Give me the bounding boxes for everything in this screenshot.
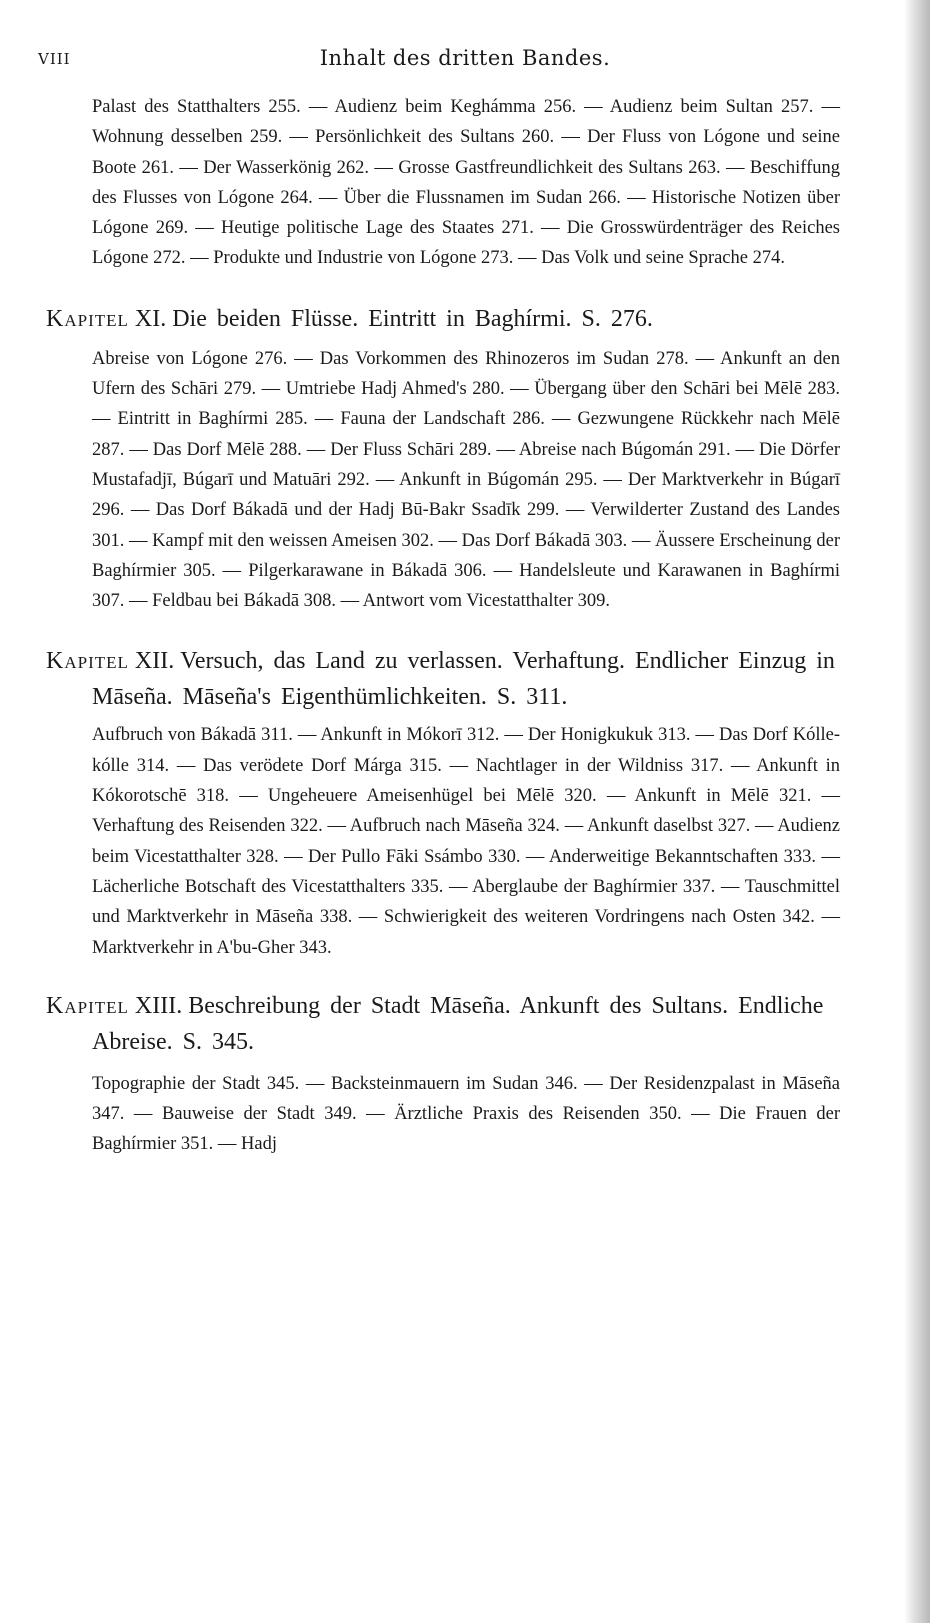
page-number: VIII — [38, 50, 71, 68]
page-edge-shadow — [904, 0, 930, 1623]
chapter-summary: Palast des Statthalters 255. — Audienz beim Keghámma 256. — Audienz beim Sultan 257. — Wohnung desselben 259. — Persönlichkeit des Sultans 260. — Der Fluss von Lógone und seine Boote 261. — Der Wasserkönig 262. — Grosse Gastfreundlichkeit des Sultans 263. — Beschiffung des Flusses von Lógone 264. — Über die Flussnamen im Sudan 266. — Historische Notizen über Lógone 269. — Heutige politische Lage des Staates 271. — Die Grosswürdenträger des Reiches Lógone 272. — Produkte und Industrie von Lógone 273. — Das Volk und seine Sprache 274. — [92, 97, 840, 269]
chapter-label: KAPITEL — [46, 648, 129, 675]
chapter-continuation — [92, 92, 840, 274]
chapter-heading — [46, 989, 840, 1059]
chapter-12 — [46, 644, 840, 962]
chapter-title: Versuch, das Land zu verlassen. Verhaftung. Endlicher Einzug in Māseña. Māseña's Eigenthümlichkeiten. S. 311. — [92, 648, 835, 711]
chapter-summary: Topographie der Stadt 345. — Backsteinmauern im Sudan 346. — Der Residenzpalast in Māseña 347. — Bauweise der Stadt 349. — Ärztliche Praxis des Reisenden 350. — Die Frauen der Baghírmier 351. — Hadj — [92, 1073, 840, 1155]
running-title: Inhalt des dritten Bandes. — [319, 46, 611, 70]
chapter-heading — [46, 302, 840, 338]
chapter-summary: Abreise von Lógone 276. — Das Vorkommen des Rhinozeros im Sudan 278. — Ankunft an den Ufern des Schāri 279. — Umtriebe Hadj Ahmed's 280. — Übergang über den Schāri bei Mēlē 283. — Eintritt in Baghírmi 285. — Fauna der Landschaft 286. — Gezwungene Rückkehr nach Mēlē 287. — Das Dorf Mēlē 288. — Der Fluss Schāri 289. — Abreise nach Búgomán 291. — Die Dörfer Mustafadjī, Búgarī und Matuāri 292. — Ankunft in Búgomán 295. — Der Marktverkehr in Búgarī 296. — Das Dorf Bákadā und der Hadj Bū-Bakr Ssadīk 299. — Verwilderter Zustand des Landes 301. — Kampf mit den weissen Ameisen 302. — Das Dorf Bákadā 303. — Äussere Erscheinung der Baghírmier 305. — Pilgerkarawane in Bákadā 306. — Handelsleute und Karawanen in Baghírmi 307. — Feldbau bei Bákadā 308. — Antwort vom Vicestatthalter 309. — [92, 348, 840, 612]
table-of-contents — [46, 92, 840, 1160]
chapter-numeral: XII. — [134, 648, 175, 675]
chapter-heading — [46, 644, 840, 714]
chapter-11 — [46, 302, 840, 617]
chapter-13 — [46, 989, 840, 1160]
chapter-numeral: XI. — [134, 305, 167, 332]
chapter-title: Die beiden Flüsse. Eintritt in Baghírmi. S. 276. — [172, 305, 653, 332]
chapter-summary: Aufbruch von Bákadā 311. — Ankunft in Mókorī 312. — Der Honigkukuk 313. — Das Dorf Kólle-kólle 314. — Das verödete Dorf Márga 315. — Nachtlager in der Wildniss 317. — Ankunft in Kókorotschē 318. — Ungeheuere Ameisenhügel bei Mēlē 320. — Ankunft in Mēlē 321. — Verhaftung des Reisenden 322. — Aufbruch nach Māseña 324. — Ankunft daselbst 327. — Audienz beim Vicestatthalter 328. — Der Pullo Fāki Ssámbo 330. — Anderweitige Bekanntschaften 333. — Lächerliche Botschaft des Vicestatthalters 335. — Aberglaube der Baghírmier 337. — Tauschmittel und Marktverkehr in Māseña 338. — Schwierigkeit des weiteren Vordringens nach Osten 342. — Marktverkehr in A'bu-Gher 343. — [92, 725, 840, 958]
chapter-label: KAPITEL — [46, 305, 129, 332]
chapter-title: Beschreibung der Stadt Māseña. Ankunft des Sultans. Endliche Abreise. S. 345. — [92, 992, 824, 1055]
chapter-label: KAPITEL — [46, 992, 129, 1019]
chapter-numeral: XIII. — [134, 992, 183, 1019]
